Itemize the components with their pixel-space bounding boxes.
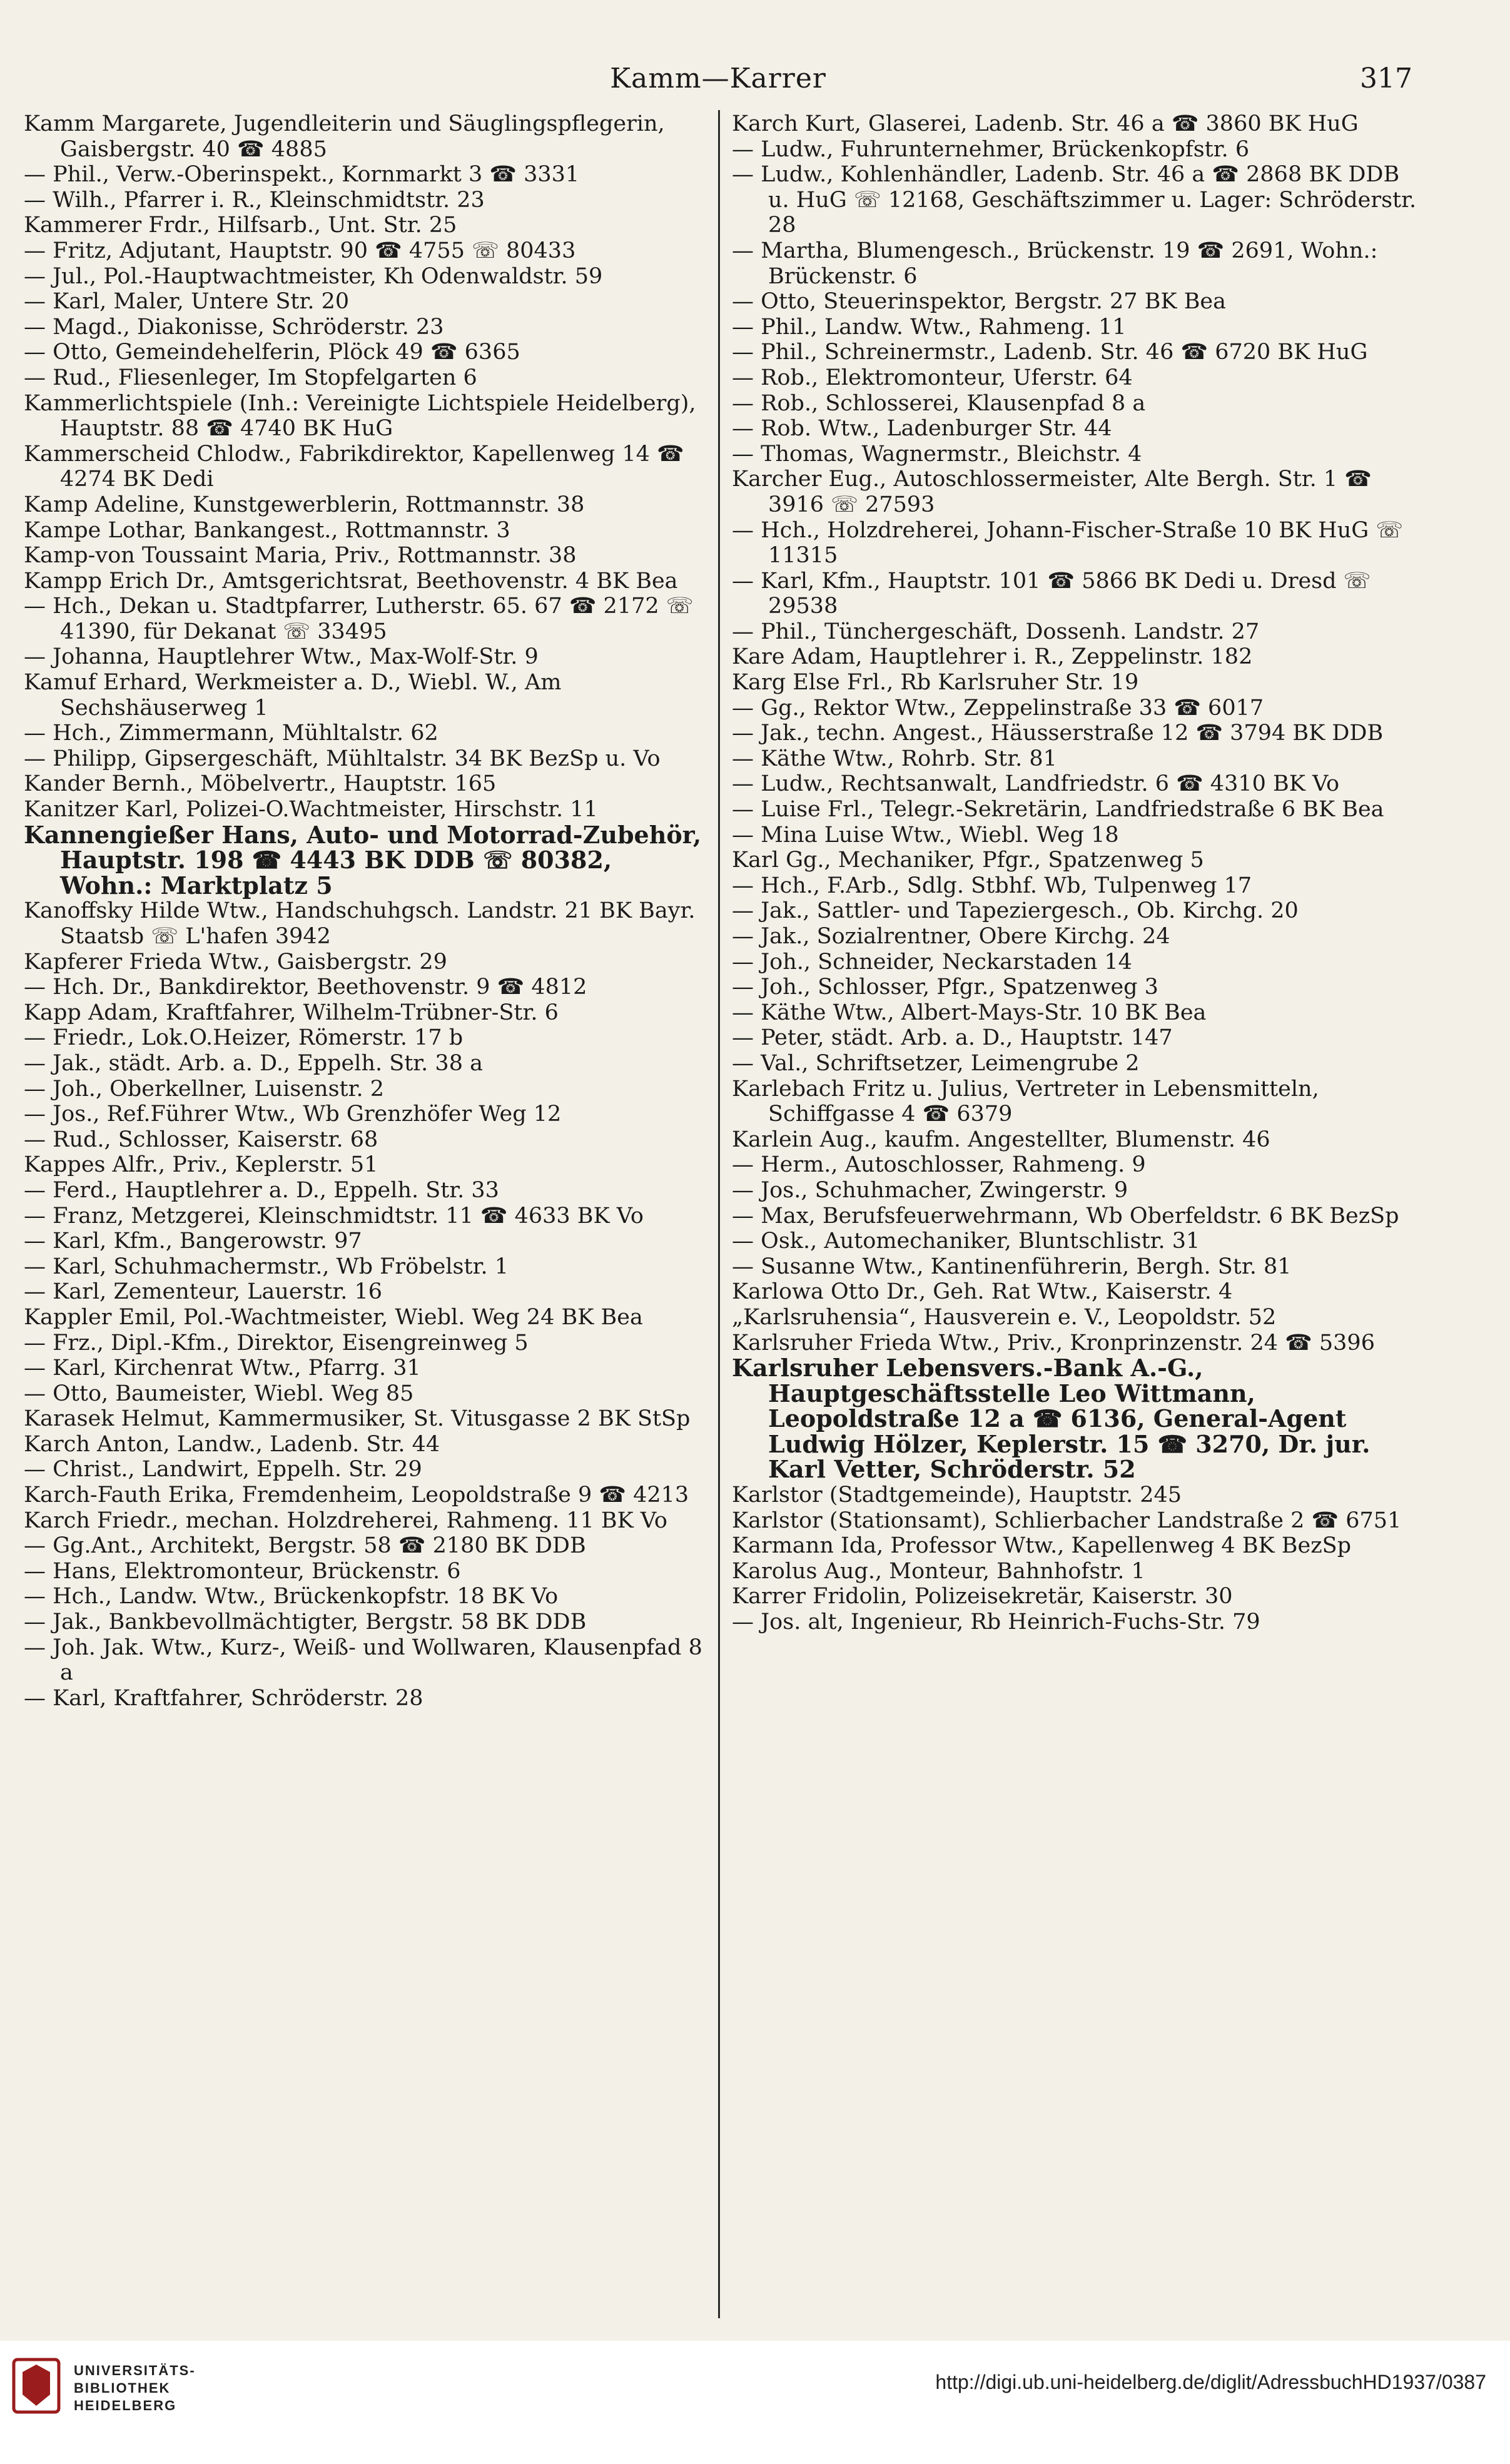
directory-entry: — Karl, Kfm., Bangerowstr. 97 xyxy=(24,1229,362,1254)
directory-entry: — Gg.Ant., Architekt, Bergstr. 58 ☎ 2180 BK DDB xyxy=(24,1533,586,1559)
directory-entry: Kammerer Frdr., Hilfsarb., Unt. Str. 25 xyxy=(24,213,457,238)
directory-entry: — Phil., Schreinermstr., Ladenb. Str. 46 ☎ 6720 BK HuG xyxy=(732,340,1368,365)
directory-entry: — Rob., Elektromonteur, Uferstr. 64 xyxy=(732,365,1133,390)
directory-entry: — Hch., Holzdreherei, Johann-Fischer-Straße 10 BK HuG ☏ 11315 xyxy=(732,517,1404,569)
directory-entry: Kammerlichtspiele (Inh.: Vereinigte Lichtspiele Heidelberg), Hauptstr. 88 ☎ 4740 BK HuG xyxy=(24,390,696,442)
directory-entry: — Joh. Jak. Wtw., Kurz-, Weiß- und Wollwaren, Klausenpfad 8 a xyxy=(24,1635,702,1686)
directory-entry: Karlstor (Stadtgemeinde), Hauptstr. 245 xyxy=(732,1483,1182,1508)
directory-entry: — Jak., städt. Arb. a. D., Eppelh. Str. 38 a xyxy=(24,1050,483,1076)
directory-entry: — Hch. Dr., Bankdirektor, Beethovenstr. 9 ☎ 4812 xyxy=(24,975,587,1000)
directory-entry: Karrer Fridolin, Polizeisekretär, Kaiserstr. 30 xyxy=(732,1584,1233,1610)
directory-entry: Karolus Aug., Monteur, Bahnhofstr. 1 xyxy=(732,1558,1145,1584)
directory-entry: — Mina Luise Wtw., Wiebl. Weg 18 xyxy=(732,822,1119,848)
directory-entry: Karasek Helmut, Kammermusiker, St. Vitusgasse 2 BK StSp xyxy=(24,1406,691,1432)
directory-entry: — Ludw., Fuhrunternehmer, Brückenkopfstr. 6 xyxy=(732,136,1250,162)
directory-entry: — Jak., Sozialrentner, Obere Kirchg. 24 xyxy=(732,924,1170,949)
directory-entry: — Karl, Kfm., Hauptstr. 101 ☎ 5866 BK Dedi u. Dresd ☏ 29538 xyxy=(732,568,1371,619)
directory-entry: — Rob., Schlosserei, Klausenpfad 8 a xyxy=(732,390,1146,416)
university-seal-icon xyxy=(11,2357,61,2415)
directory-entry: — Ludw., Rechtsanwalt, Landfriedstr. 6 ☎ 4310 BK Vo xyxy=(732,771,1340,797)
library-name-line: HEIDELBERG xyxy=(74,2398,177,2413)
directory-entry: Kappes Alfr., Priv., Keplerstr. 51 xyxy=(24,1152,378,1178)
directory-entry: — Phil., Tünchergeschäft, Dossenh. Landstr. 27 xyxy=(732,619,1260,644)
directory-entry: — Gg., Rektor Wtw., Zeppelinstraße 33 ☎ 6017 xyxy=(732,695,1264,721)
directory-entry: — Käthe Wtw., Rohrb. Str. 81 xyxy=(732,746,1057,771)
directory-entry: Kannengießer Hans, Auto- und Motorrad-Zubehör, Hauptstr. 198 ☎ 4443 BK DDB ☏ 80382, Wohn.: Marktplatz 5 xyxy=(24,820,702,900)
directory-entry: — Val., Schriftsetzer, Leimengrube 2 xyxy=(732,1050,1140,1076)
directory-entry: — Hch., Zimmermann, Mühltalstr. 62 xyxy=(24,721,438,746)
directory-entry: Karlsruher Frieda Wtw., Priv., Kronprinzenstr. 24 ☎ 5396 xyxy=(732,1330,1375,1356)
directory-entry: — Franz, Metzgerei, Kleinschmidtstr. 11 ☎ 4633 BK Vo xyxy=(24,1203,644,1229)
directory-entry: — Osk., Automechaniker, Bluntschlistr. 31 xyxy=(732,1229,1200,1254)
directory-entry: — Wilh., Pfarrer i. R., Kleinschmidtstr. 23 xyxy=(24,187,485,213)
directory-entry: Kappler Emil, Pol.-Wachtmeister, Wiebl. Weg 24 BK Bea xyxy=(24,1304,643,1330)
directory-entry: — Herm., Autoschlosser, Rahmeng. 9 xyxy=(732,1152,1146,1178)
left-column xyxy=(24,111,706,2320)
directory-entry: Karlstor (Stationsamt), Schlierbacher Landstraße 2 ☎ 6751 xyxy=(732,1508,1402,1533)
directory-entry: Kapferer Frieda Wtw., Gaisbergstr. 29 xyxy=(24,949,447,975)
directory-entry: — Jos. alt, Ingenieur, Rb Heinrich-Fuchs-Str. 79 xyxy=(732,1610,1260,1635)
directory-entry: Karlowa Otto Dr., Geh. Rat Wtw., Kaiserstr. 4 xyxy=(732,1279,1233,1305)
directory-entry: — Hch., Dekan u. Stadtpfarrer, Lutherstr. 65. 67 ☎ 2172 ☏ 41390, für Dekanat ☏ 33495 xyxy=(24,594,694,644)
directory-entry: — Philipp, Gipsergeschäft, Mühltalstr. 34 BK BezSp u. Vo xyxy=(24,746,661,771)
directory-entry: Kander Bernh., Möbelvertr., Hauptstr. 165 xyxy=(24,771,497,797)
directory-entry: Karlsruher Lebensvers.-Bank A.-G., Hauptgeschäftsstelle Leo Wittmann, Leopoldstraße 12 a ☎ 6136, General-Agent Ludwig Hölzer, Keplerstr. 15 ☎ 3270, Dr. jur. Karl Vetter, Schröderstr. 52 xyxy=(732,1354,1371,1484)
directory-entry: Karcher Eug., Autoschlossermeister, Alte Bergh. Str. 1 ☎ 3916 ☏ 27593 xyxy=(732,467,1372,517)
directory-entry: Karch-Fauth Erika, Fremdenheim, Leopoldstraße 9 ☎ 4213 xyxy=(24,1483,689,1508)
directory-entry: — Jak., Bankbevollmächtigter, Bergstr. 58 BK DDB xyxy=(24,1610,587,1635)
directory-entry: — Rob. Wtw., Ladenburger Str. 44 xyxy=(732,416,1112,442)
directory-entry: Karl Gg., Mechaniker, Pfgr., Spatzenweg 5 xyxy=(732,848,1204,873)
directory-entry: — Magd., Diakonisse, Schröderstr. 23 xyxy=(24,314,444,340)
directory-entry: Karmann Ida, Professor Wtw., Kapellenweg 4 BK BezSp xyxy=(732,1533,1352,1559)
directory-entry: Kampp Erich Dr., Amtsgerichtsrat, Beethovenstr. 4 BK Bea xyxy=(24,568,678,594)
directory-entry: Kanoffsky Hilde Wtw., Handschuhgsch. Landstr. 21 BK Bayr. Staatsb ☏ L'hafen 3942 xyxy=(24,898,696,949)
directory-entry: — Karl, Schuhmachermstr., Wb Fröbelstr. 1 xyxy=(24,1254,509,1279)
directory-entry: — Phil., Landw. Wtw., Rahmeng. 11 xyxy=(732,314,1127,340)
directory-entry: — Jos., Ref.Führer Wtw., Wb Grenzhöfer Weg 12 xyxy=(24,1102,562,1127)
directory-entry: — Karl, Zementeur, Lauerstr. 16 xyxy=(24,1279,383,1305)
directory-entry: Kamp Adeline, Kunstgewerblerin, Rottmannstr. 38 xyxy=(24,492,585,517)
directory-entry: — Rud., Schlosser, Kaiserstr. 68 xyxy=(24,1127,378,1152)
directory-entry: — Max, Berufsfeuerwehrmann, Wb Oberfeldstr. 6 BK BezSp xyxy=(732,1203,1399,1229)
directory-entry: — Friedr., Lok.O.Heizer, Römerstr. 17 b xyxy=(24,1025,464,1051)
directory-entry: — Otto, Gemeindehelferin, Plöck 49 ☎ 6365 xyxy=(24,340,520,365)
library-name-line: UNIVERSITÄTS- xyxy=(74,2363,196,2378)
directory-entry: — Karl, Maler, Untere Str. 20 xyxy=(24,289,350,315)
column-divider xyxy=(718,110,720,2318)
directory-entry: Kamuf Erhard, Werkmeister a. D., Wiebl. W., Am Sechshäuserweg 1 xyxy=(24,670,562,721)
directory-entry: Karch Friedr., mechan. Holzdreherei, Rahmeng. 11 BK Vo xyxy=(24,1508,667,1533)
directory-entry: Kare Adam, Hauptlehrer i. R., Zeppelinstr. 182 xyxy=(732,644,1253,670)
directory-entry: Kammerscheid Chlodw., Fabrikdirektor, Kapellenweg 14 ☎ 4274 BK Dedi xyxy=(24,441,684,492)
directory-entry: — Joh., Schlosser, Pfgr., Spatzenweg 3 xyxy=(732,975,1158,1000)
running-title: Kamm—Karrer xyxy=(610,63,826,94)
directory-entry: — Ludw., Kohlenhändler, Ladenb. Str. 46 a ☎ 2868 BK DDB u. HuG ☏ 12168, Geschäftszimmer u. Lager: Schröderstr. 28 xyxy=(732,162,1417,238)
directory-entry: — Karl, Kirchenrat Wtw., Pfarrg. 31 xyxy=(24,1356,421,1381)
right-column xyxy=(732,111,1420,2320)
source-url[interactable]: http://digi.ub.uni-heidelberg.de/diglit/AdressbuchHD1937/0387 xyxy=(935,2371,1486,2393)
directory-entry: — Joh., Oberkellner, Luisenstr. 2 xyxy=(24,1076,385,1102)
directory-entry: — Peter, städt. Arb. a. D., Hauptstr. 147 xyxy=(732,1025,1173,1051)
directory-entry: — Karl, Kraftfahrer, Schröderstr. 28 xyxy=(24,1685,423,1711)
directory-entry: Karlein Aug., kaufm. Angestellter, Blumenstr. 46 xyxy=(732,1127,1270,1152)
page-number: 317 xyxy=(1360,63,1412,94)
library-name-line: BIBLIOTHEK xyxy=(74,2380,171,2396)
directory-entry: — Johanna, Hauptlehrer Wtw., Max-Wolf-Str. 9 xyxy=(24,644,539,670)
directory-entry: — Hch., F.Arb., Sdlg. Stbhf. Wb, Tulpenweg 17 xyxy=(732,873,1252,898)
directory-entry: Karg Else Frl., Rb Karlsruher Str. 19 xyxy=(732,670,1139,696)
directory-entry: Kapp Adam, Kraftfahrer, Wilhelm-Trübner-Str. 6 xyxy=(24,1000,559,1025)
directory-entry: — Joh., Schneider, Neckarstaden 14 xyxy=(732,949,1132,975)
directory-entry: — Christ., Landwirt, Eppelh. Str. 29 xyxy=(24,1457,422,1483)
directory-entry: — Hans, Elektromonteur, Brückenstr. 6 xyxy=(24,1558,461,1584)
directory-entry: Karch Anton, Landw., Ladenb. Str. 44 xyxy=(24,1431,440,1457)
directory-entry: — Jul., Pol.-Hauptwachtmeister, Kh Odenwaldstr. 59 xyxy=(24,263,603,289)
directory-entry: — Ferd., Hauptlehrer a. D., Eppelh. Str. 33 xyxy=(24,1177,499,1203)
directory-entry: — Susanne Wtw., Kantinenführerin, Bergh. Str. 81 xyxy=(732,1254,1292,1279)
page-header xyxy=(24,63,1412,100)
directory-entry: — Jos., Schuhmacher, Zwingerstr. 9 xyxy=(732,1177,1128,1203)
library-logo xyxy=(0,2352,263,2427)
directory-entry: — Fritz, Adjutant, Hauptstr. 90 ☎ 4755 ☏ 80433 xyxy=(24,238,576,263)
directory-entry: „Karlsruhensia“, Hausverein e. V., Leopoldstr. 52 xyxy=(732,1304,1277,1330)
directory-entry: — Hch., Landw. Wtw., Brückenkopfstr. 18 BK Vo xyxy=(24,1584,559,1610)
directory-entry: — Luise Frl., Telegr.-Sekretärin, Landfriedstraße 6 BK Bea xyxy=(732,797,1384,823)
directory-entry: Kamm Margarete, Jugendleiterin und Säuglingspflegerin, Gaisbergstr. 40 ☎ 4885 xyxy=(24,111,665,162)
directory-entry: — Jak., Sattler- und Tapeziergesch., Ob. Kirchg. 20 xyxy=(732,898,1299,924)
directory-entry: Kamp-von Toussaint Maria, Priv., Rottmannstr. 38 xyxy=(24,543,577,569)
directory-entry: Karlebach Fritz u. Julius, Vertreter in Lebensmitteln, Schiffgasse 4 ☎ 6379 xyxy=(732,1076,1319,1127)
directory-entry: Kampe Lothar, Bankangest., Rottmannstr. 3 xyxy=(24,517,510,543)
directory-entry: — Thomas, Wagnermstr., Bleichstr. 4 xyxy=(732,441,1142,467)
directory-entry: — Jak., techn. Angest., Häusserstraße 12 ☎ 3794 BK DDB xyxy=(732,721,1384,746)
library-name xyxy=(74,2362,196,2415)
directory-entry: — Frz., Dipl.-Kfm., Direktor, Eisengreinweg 5 xyxy=(24,1330,529,1356)
directory-entry: Karch Kurt, Glaserei, Ladenb. Str. 46 a ☎ 3860 BK HuG xyxy=(732,111,1359,136)
directory-entry: Kanitzer Karl, Polizei-O.Wachtmeister, Hirschstr. 11 xyxy=(24,797,598,823)
directory-entry: — Rud., Fliesenleger, Im Stopfelgarten 6 xyxy=(24,365,477,390)
directory-entry: — Martha, Blumengesch., Brückenstr. 19 ☎ 2691, Wohn.: Brückenstr. 6 xyxy=(732,238,1378,289)
directory-entry: — Otto, Baumeister, Wiebl. Weg 85 xyxy=(24,1381,414,1406)
directory-entry: — Käthe Wtw., Albert-Mays-Str. 10 BK Bea xyxy=(732,1000,1207,1025)
directory-entry: — Phil., Verw.-Oberinspekt., Kornmarkt 3 ☎ 3331 xyxy=(24,162,580,188)
directory-entry: — Otto, Steuerinspektor, Bergstr. 27 BK Bea xyxy=(732,289,1226,315)
